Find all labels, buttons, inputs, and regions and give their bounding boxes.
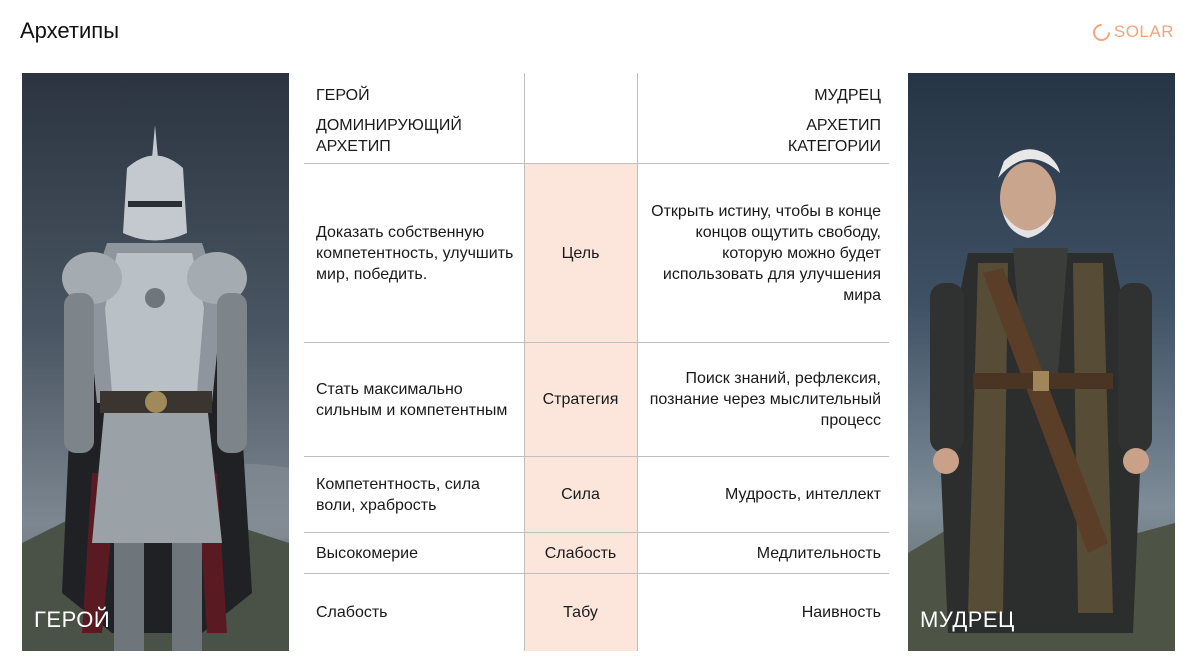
category-cell: Цель xyxy=(561,244,600,262)
hero-cell: Доказать собственную компетентность, улучшить мир, победить. xyxy=(316,223,514,283)
sage-cell: Наивность xyxy=(801,604,881,621)
solar-logo xyxy=(1093,22,1174,42)
header-hero-title: ГЕРОЙ xyxy=(316,87,370,104)
category-cell: Стратегия xyxy=(542,391,619,408)
logo-ring-icon xyxy=(1089,20,1113,44)
logo-text: SOLAR xyxy=(1113,22,1174,41)
sage-cell: Поиск знаний, рефлексия, познание через мыслительный процесс xyxy=(649,370,881,429)
hero-cell: Слабость xyxy=(316,604,388,621)
table-row xyxy=(304,164,889,342)
hero-caption: ГЕРОЙ xyxy=(34,607,111,632)
table-row xyxy=(304,533,889,573)
category-cell: Слабость xyxy=(544,544,617,562)
sage-image xyxy=(908,73,1175,651)
header-sage-title: МУДРЕЦ xyxy=(814,87,881,104)
sage-illustration xyxy=(908,73,1175,651)
hero-cell: Компетентность, сила воли, храбрость xyxy=(316,475,480,514)
sage-caption: МУДРЕЦ xyxy=(920,607,1015,632)
hero-knight-image xyxy=(22,73,289,651)
header-sage-subtitle-line2: КАТЕГОРИИ xyxy=(787,138,881,155)
category-cell: Табу xyxy=(563,604,598,621)
table-row xyxy=(304,343,889,456)
header-sage-subtitle-line1: АРХЕТИП xyxy=(806,117,881,134)
sage-cell: Открыть истину, чтобы в конце концов ощутить свободу, которую можно будет использовать для улучшения мира xyxy=(651,202,881,304)
archetype-comparison-table xyxy=(304,73,889,651)
table-header-right xyxy=(788,85,881,157)
table-row xyxy=(304,457,889,532)
sage-cell: Мудрость, интеллект xyxy=(724,486,881,503)
hero-cell: Стать максимально сильным и компетентным xyxy=(316,380,508,419)
table-header-left xyxy=(316,85,462,157)
page-title: Архетипы xyxy=(20,18,120,43)
hero-cell: Высокомерие xyxy=(316,544,418,562)
category-cell: Сила xyxy=(561,486,600,503)
knight-illustration xyxy=(22,73,289,651)
table-row xyxy=(304,574,889,651)
header-hero-subtitle-line2: АРХЕТИП xyxy=(316,138,391,155)
sage-cell: Медлительность xyxy=(756,544,881,562)
header-hero-subtitle-line1: ДОМИНИРУЮЩИЙ xyxy=(316,117,462,134)
